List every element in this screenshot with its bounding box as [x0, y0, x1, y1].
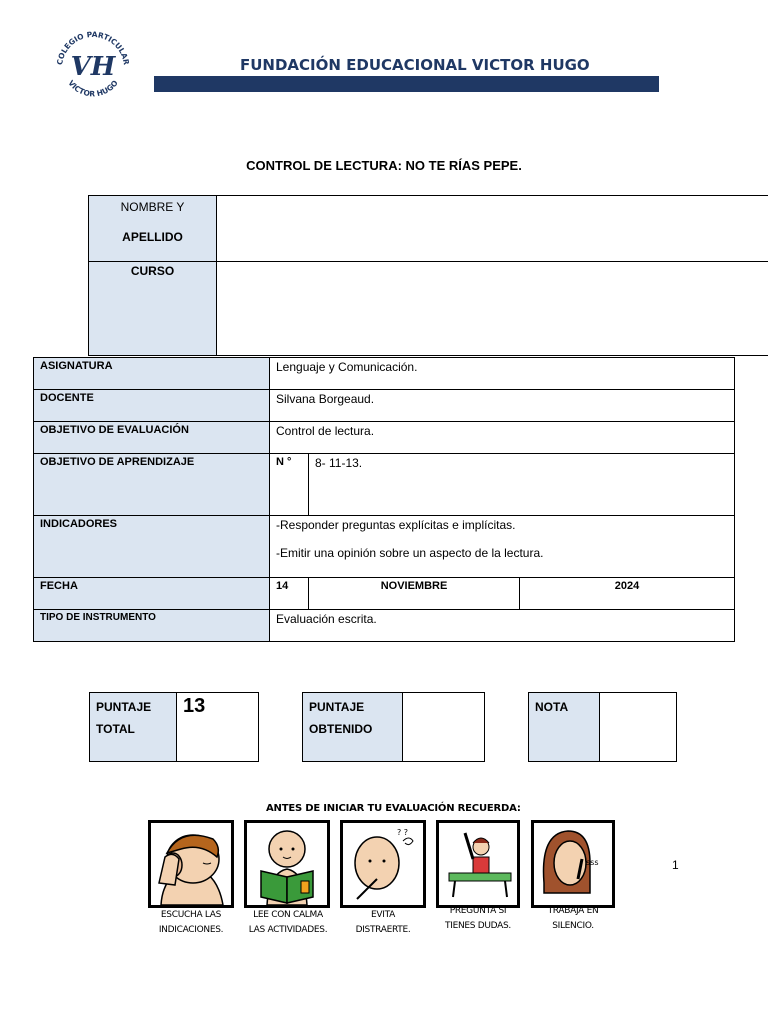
grade-label: NOTA [529, 693, 600, 761]
silence-sss: sss [586, 858, 599, 867]
read-icon [244, 820, 330, 908]
asignatura-value: Lenguaje y Comunicación. [270, 358, 735, 390]
document-title: CONTROL DE LECTURA: NO TE RÍAS PEPE. [246, 158, 522, 173]
fecha-label: FECHA [34, 578, 270, 610]
silence-icon [531, 820, 615, 908]
score-total-box [89, 692, 259, 762]
page-number: 1 [672, 858, 679, 872]
indicador-1: -Responder preguntas explícitas e implícitas. [276, 518, 516, 532]
svg-text:? ?: ? ? [397, 828, 409, 837]
focus-caption-2: DISTRAERTE. [355, 925, 411, 935]
read-caption-1: LEE CON CALMA [253, 910, 323, 920]
name-label-2: APELLIDO [122, 230, 183, 244]
listen-caption-2: INDICACIONES. [158, 925, 224, 935]
tipo-value: Evaluación escrita. [270, 610, 735, 642]
score-total-value: 13 [183, 695, 206, 717]
raise-hand-caption-1: PREGUNTA SI [449, 906, 507, 916]
read-caption [240, 908, 336, 938]
reminder-title: ANTES DE INICIAR TU EVALUACIÓN RECUERDA: [266, 803, 521, 814]
course-label: CURSO [130, 264, 175, 278]
header-bar [154, 76, 659, 92]
listen-caption [144, 908, 238, 938]
indicadores-label: INDICADORES [34, 516, 270, 578]
silence-caption-1: TRABAJA EN [547, 906, 599, 916]
score-obtained-field[interactable] [403, 693, 484, 761]
score-obtained-label [303, 693, 403, 761]
raise-hand-caption-2: TIENES DUDAS. [445, 921, 511, 931]
indicadores-value [270, 516, 735, 578]
read-caption-2: LAS ACTIVIDADES. [248, 925, 328, 935]
score-obtained-label-2: OBTENIDO [309, 722, 373, 736]
silence-caption [525, 904, 621, 934]
obj-apr-value: 8- 11-13. [309, 454, 735, 516]
grade-box [528, 692, 677, 762]
focus-caption [336, 908, 430, 938]
grade-field[interactable] [600, 693, 676, 761]
svg-text:COLEGIO PARTICULAR: COLEGIO PARTICULAR [55, 29, 131, 66]
student-table [88, 195, 768, 356]
listen-caption-1: ESCUCHA LAS [160, 910, 222, 920]
score-total-label-1: PUNTAJE [96, 700, 152, 714]
fecha-dia: 14 [270, 578, 309, 610]
docente-value: Silvana Borgeaud. [270, 390, 735, 422]
score-obtained-label-1: PUNTAJE [309, 700, 365, 714]
docente-label: DOCENTE [34, 390, 270, 422]
score-total-label-2: TOTAL [96, 722, 135, 736]
svg-text:VH: VH [70, 52, 116, 82]
subject-table [33, 357, 735, 642]
course-field[interactable] [217, 262, 768, 356]
institution-name: FUNDACIÓN EDUCACIONAL VICTOR HUGO [240, 56, 590, 74]
score-total-label [90, 693, 177, 761]
obj-apr-label: OBJETIVO DE APRENDIZAJE [34, 454, 270, 516]
silence-caption-2: SILENCIO. [552, 921, 594, 931]
raise-hand-icon [436, 820, 520, 908]
svg-text:VICTOR HUGO: VICTOR HUGO [66, 78, 120, 99]
focus-icon [340, 820, 426, 908]
fecha-mes: NOVIEMBRE [309, 578, 520, 610]
school-logo [52, 28, 134, 102]
asignatura-label: ASIGNATURA [34, 358, 270, 390]
name-field[interactable] [217, 196, 768, 262]
obj-eval-label: OBJETIVO DE EVALUACIÓN [34, 422, 270, 454]
name-label-1: NOMBRE Y [120, 200, 185, 214]
fecha-anio: 2024 [520, 578, 735, 610]
listen-icon [148, 820, 234, 908]
obj-apr-n: N ° [270, 454, 309, 516]
obj-eval-value: Control de lectura. [270, 422, 735, 454]
course-label-cell [89, 262, 217, 356]
focus-caption-1: EVITA [371, 910, 395, 920]
raise-hand-caption [430, 904, 526, 934]
tipo-label: TIPO DE INSTRUMENTO [34, 610, 270, 642]
score-obtained-box [302, 692, 485, 762]
name-label-cell [89, 196, 217, 262]
indicador-2: -Emitir una opinión sobre un aspecto de la lectura. [276, 546, 544, 560]
